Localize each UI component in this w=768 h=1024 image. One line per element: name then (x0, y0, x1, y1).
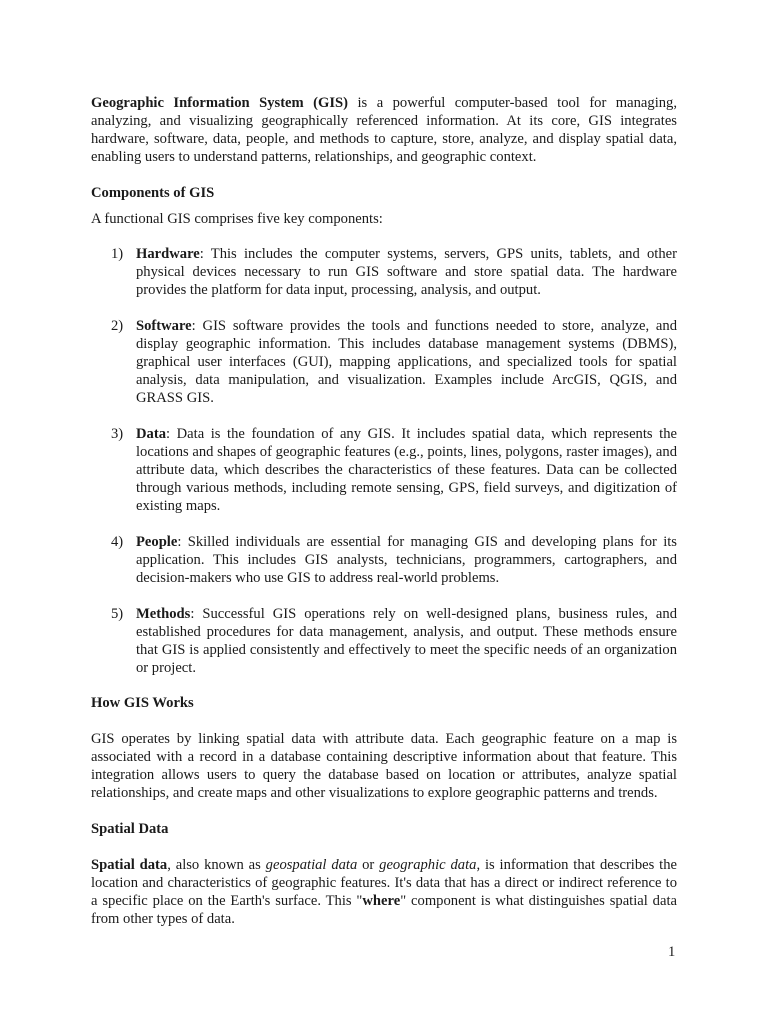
list-item-term: People (136, 534, 178, 550)
components-lead: A functional GIS comprises five key components: (91, 211, 383, 227)
spatial-data-text: , also known as (167, 857, 266, 873)
list-item-number: 2) (111, 318, 124, 334)
how-gis-works-heading: How GIS Works (91, 695, 194, 711)
where-emphasis: where (362, 893, 401, 909)
intro-text: is a powerful computer-based tool for managing, analyzing, and visualizing geographically referenced information. At its core, GIS integrates hardware, software, data, people, and methods to capture, store, analyze, and display spatial data, enabling users to understand patterns, relationships, and geographic context. (91, 95, 677, 165)
list-item (91, 425, 677, 515)
spatial-data-heading: Spatial Data (91, 821, 169, 837)
components-heading: Components of GIS (91, 185, 215, 201)
document-page (91, 94, 677, 928)
list-item-text: : This includes the computer systems, servers, GPS units, tablets, and other physical devices necessary to run GIS software and store spatial data. The hardware provides the platform for data input, processing, analysis, and output. (136, 246, 677, 298)
italic-term: geographic data (379, 857, 477, 873)
spatial-data-text: " component is what distinguishes spatial data from other types of data. (91, 893, 677, 927)
list-item-number: 1) (111, 246, 124, 262)
italic-term: geospatial data (265, 857, 358, 873)
spatial-data-text: , is information that describes the location and characteristics of geographic features. It's data that has a direct or indirect reference to a specific place on the Earth's surface. This " (91, 857, 677, 909)
how-gis-works-paragraph: GIS operates by linking spatial data with attribute data. Each geographic feature on a map is associated with a record in a database containing descriptive information about that feature. This integration allows users to query the database based on location or attributes, analyze spatial relationships, and create maps and other visualizations to explore geographic patterns and trends. (91, 731, 677, 801)
list-item-term: Hardware (136, 246, 200, 262)
list-item-text: : GIS software provides the tools and functions needed to store, analyze, and display geographic information. This includes database management systems (DBMS), graphical user interfaces (GUI), mapping applications, and specialized tools for spatial analysis, data manipulation, and visualization. Examples include ArcGIS, QGIS, and GRASS GIS. (136, 318, 677, 406)
components-list (91, 245, 677, 677)
list-item-text: : Successful GIS operations rely on well-designed plans, business rules, and established procedures for data management, analysis, and output. These methods ensure that GIS is applied consistently and effectively to meet the specific needs of an organization or project. (136, 606, 677, 676)
list-item-term: Software (136, 318, 192, 334)
list-item-number: 4) (111, 534, 124, 550)
list-item-number: 3) (111, 426, 124, 442)
intro-paragraph (91, 94, 677, 166)
list-item (91, 605, 677, 677)
list-item-term: Data (136, 426, 166, 442)
spatial-data-text: or (357, 857, 380, 873)
list-item-term: Methods (136, 606, 191, 622)
intro-term: Geographic Information System (GIS) (91, 95, 349, 111)
spatial-data-term: Spatial data (91, 857, 168, 873)
list-item (91, 533, 677, 587)
page-number: 1 (668, 944, 676, 960)
list-item-text: : Skilled individuals are essential for managing GIS and developing plans for its application. This includes GIS analysts, technicians, programmers, cartographers, and decision-makers who use GIS to address real-world problems. (136, 534, 677, 586)
spatial-data-paragraph (91, 856, 677, 928)
list-item (91, 317, 677, 407)
list-item-number: 5) (111, 606, 124, 622)
list-item-text: : Data is the foundation of any GIS. It includes spatial data, which represents the locations and shapes of geographic features (e.g., points, lines, polygons, raster images), and attribute data, which describes the characteristics of these features. Data can be collected through various methods, including remote sensing, GPS, field surveys, and digitization of existing maps. (136, 426, 677, 514)
list-item (91, 245, 677, 299)
